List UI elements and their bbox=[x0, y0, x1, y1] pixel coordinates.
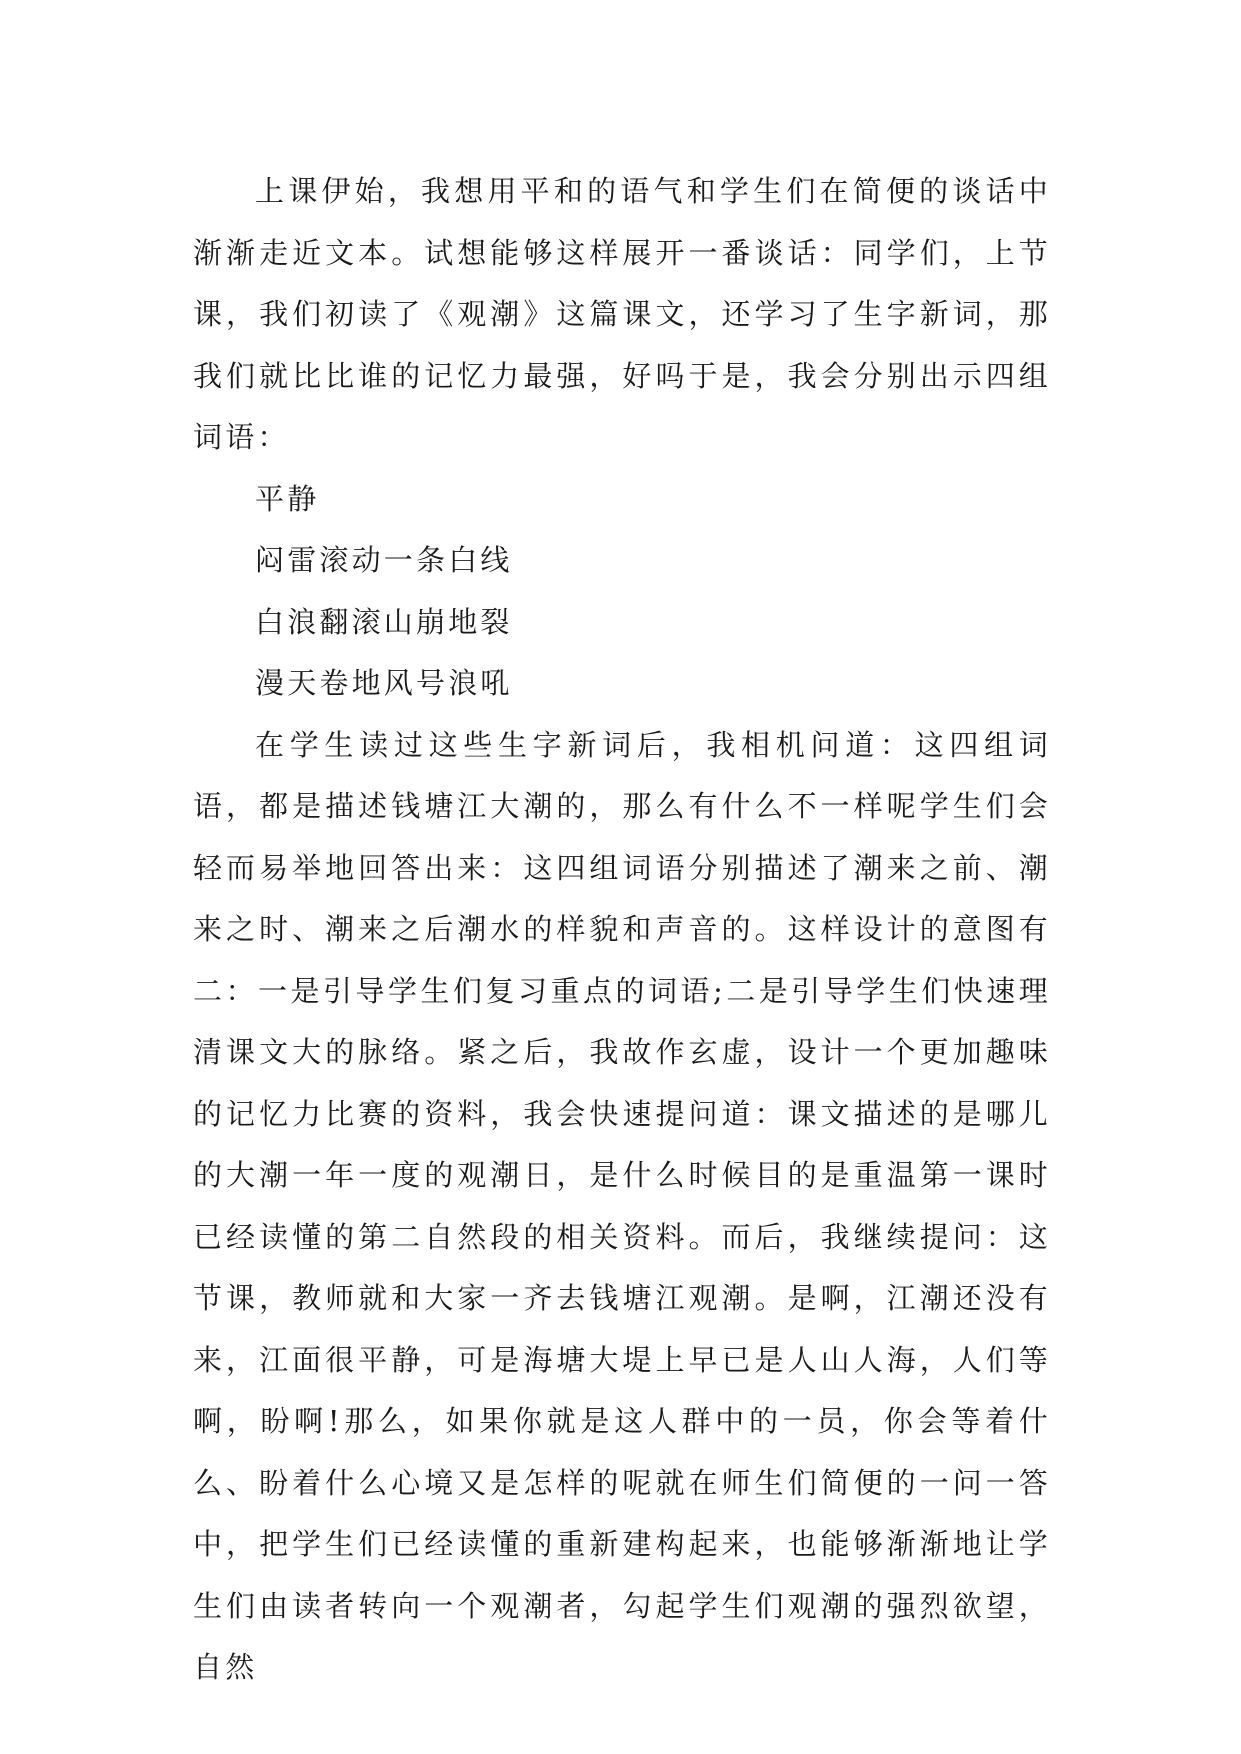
word-group-4: 漫天卷地风号浪吼 bbox=[255, 666, 513, 700]
paragraph-intro: 上课伊始，我想用平和的语气和学生们在简便的谈话中渐渐走近文本。试想能够这样展开一番谈话：同学们，上节课，我们初读了《观潮》这篇课文，还学习了生字新词，那我们就比比谁的记忆力最强，好吗于是，我会分别出示四组词语： bbox=[193, 174, 1051, 454]
document-body bbox=[193, 161, 1051, 1699]
word-group-2: 闷雷滚动一条白线 bbox=[255, 543, 513, 577]
word-group-3: 白浪翻滚山崩地裂 bbox=[255, 604, 513, 639]
word-group-1: 平静 bbox=[255, 481, 320, 516]
paragraph-discussion: 在学生读过这些生字新词后，我相机问道：这四组词语，都是描述钱塘江大潮的，那么有什么不一样呢学生们会轻而易举地回答出来：这四组词语分别描述了潮来之前、潮来之时、潮来之后潮水的样貌和声音的。这样设计的意图有二：一是引导学生们复习重点的词语;二是引导学生们快速理清课文大的脉络。紧之后，我故作玄虚，设计一个更加趣味的记忆力比赛的资料，我会快速提问道：课文描述的是哪儿的大潮一年一度的观潮日，是什么时候目的是重温第一课时已经读懂的第二自然段的相关资料。而后，我继续提问：这节课，教师就和大家一齐去钱塘江观潮。是啊，江潮还没有来，江面很平静，可是海塘大堤上早已是人山人海，人们等啊，盼啊!那么，如果你就是这人群中的一员，你会等着什么、盼着什么心境又是怎样的呢就在师生们简便的一问一答中，把学生们已经读懂的重新建构起来，也能够渐渐地让学生们由读者转向一个观潮者，勾起学生们观潮的强烈欲望，自然 bbox=[193, 727, 1051, 1684]
